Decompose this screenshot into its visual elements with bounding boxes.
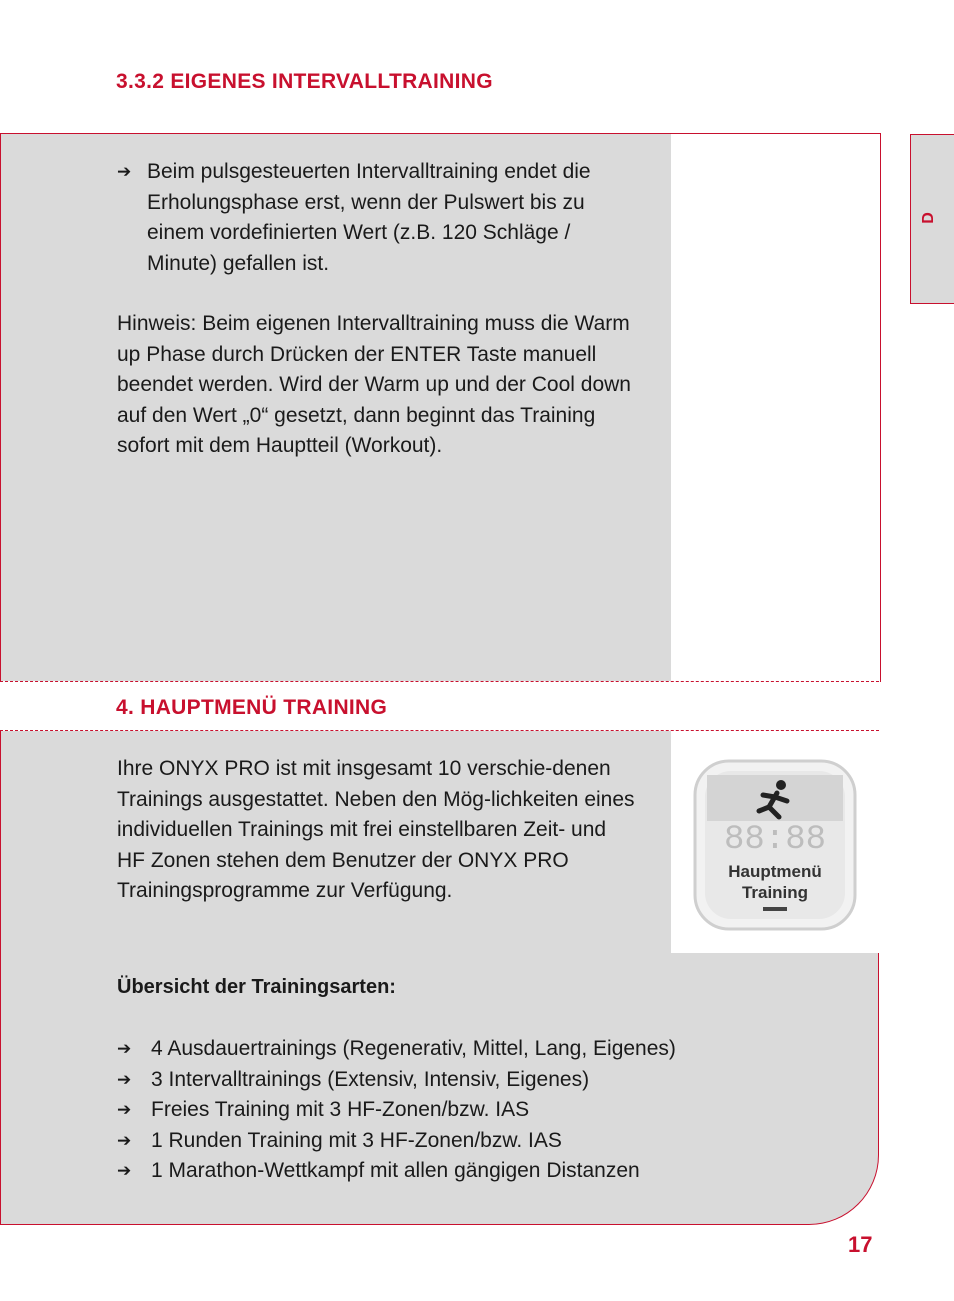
heading-band (0, 681, 879, 731)
list-item-text: 1 Runden Training mit 3 HF-Zonen/bzw. IAS (151, 1128, 562, 1152)
list-item (117, 1065, 817, 1096)
device-display-svg (671, 731, 879, 953)
bottom-content-panel (0, 731, 879, 1225)
arrow-icon: ➔ (117, 1039, 132, 1058)
arrow-icon: ➔ (117, 1069, 132, 1089)
arrow-icon: ➔ (117, 1100, 132, 1119)
arrow-icon: ➔ (117, 162, 132, 181)
list-item (117, 1034, 817, 1065)
list-item (117, 157, 637, 279)
digit-readout: 88:88 (723, 821, 827, 859)
page-number: 17 (848, 1232, 873, 1257)
list-item-text: Freies Training mit 3 HF-Zonen/bzw. IAS (151, 1098, 530, 1121)
intro-bullet-list (117, 157, 637, 279)
arrow-icon: ➔ (117, 1130, 132, 1150)
top-right-blank (671, 134, 880, 682)
list-item-text: 3 Intervalltrainings (Extensiv, Intensiv, Eigenes) (151, 1067, 590, 1091)
intro-paragraph: Ihre ONYX PRO ist mit insgesamt 10 verschie-denen Trainings ausgestattet. Neben den Mög-lichkeiten eines individuellen Trainings mit frei einstellbaren Zeit- und HF Zonen stehen dem Benutzer der ONYX PRO Trainingsprogramme zur Verfügung. (117, 757, 635, 902)
list-item (117, 1126, 817, 1157)
top-content-panel (0, 133, 881, 682)
note-paragraph: Hinweis: Beim eigenen Intervalltraining muss die Warm up Phase durch Drücken der ENTER Taste manuell beendet werden. Wird der Warm up und der Cool down auf den Wert „0“ gesetzt, dann beginnt das Training sofort mit dem Hauptteil (Workout). (117, 312, 631, 457)
arrow-icon: ➔ (117, 1161, 132, 1180)
side-tab-label: D (919, 212, 937, 224)
side-language-tab (910, 134, 954, 304)
list-item-text: 4 Ausdauertrainings (Regenerativ, Mittel, Lang, Eigenes) (151, 1037, 676, 1060)
device-illustration (671, 731, 879, 953)
device-line-2: Training (741, 883, 809, 902)
list-item-text: 1 Marathon-Wettkampf mit allen gängigen Distanzen (151, 1159, 640, 1182)
list-item (117, 1156, 817, 1187)
section-heading: 4. HAUPTMENÜ TRAINING (116, 696, 388, 719)
section-heading: 3.3.2 EIGENES INTERVALLTRAINING (116, 70, 493, 93)
overview-heading: Übersicht der Trainingsarten: (117, 976, 396, 998)
bullet-text: Beim pulsgesteuerten Intervalltraining endet die Erholungsphase erst, wenn der Pulswert bis zu einem vordefinierten Wert (z.B. 120 Schläge / Minute) gefallen ist. (147, 160, 591, 275)
training-types-list (117, 1034, 817, 1187)
list-item (117, 1095, 817, 1126)
device-line-1: Hauptmenü (728, 862, 822, 881)
